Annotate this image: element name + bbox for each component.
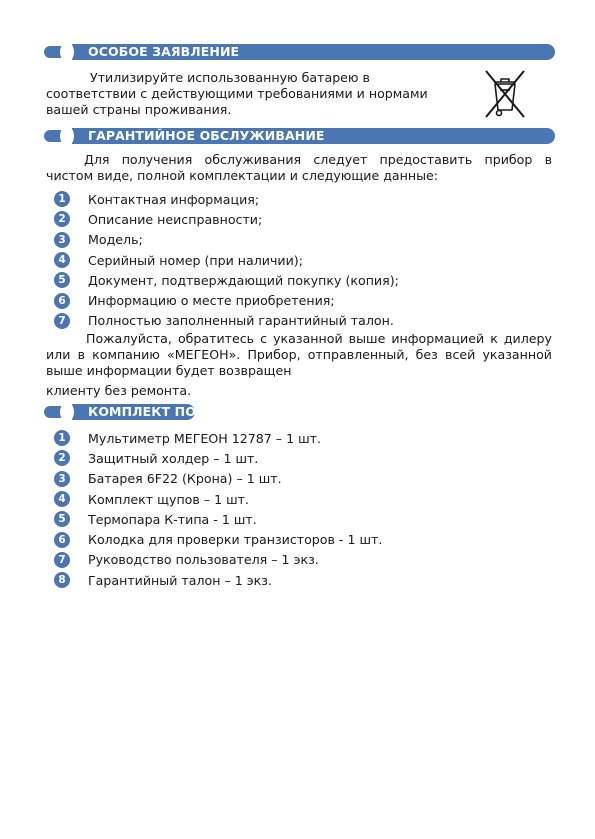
list-item-text: Полностью заполненный гарантийный талон.	[88, 313, 394, 329]
section-header-kit	[44, 404, 555, 420]
list-number: 5	[54, 511, 70, 527]
list-number: 2	[54, 450, 70, 466]
list-item	[54, 448, 382, 468]
warranty-outro: Пожалуйста, обратитесь с указанной выше информацией к дилеру или в компанию «МЕГЕОН». Прибор, отправленный, без всей указанной выше информации будет возвращен	[46, 331, 552, 378]
list-item	[54, 209, 399, 229]
special-line: соответствии с действующими требованиями и нормами	[46, 86, 428, 101]
special-statement-text	[46, 70, 476, 118]
list-item	[54, 189, 399, 209]
list-item	[54, 250, 399, 270]
list-number: 3	[54, 471, 70, 487]
list-number: 4	[54, 491, 70, 507]
list-number: 4	[54, 252, 70, 268]
list-item-text: Гарантийный талон – 1 экз.	[88, 572, 272, 588]
list-number: 2	[54, 211, 70, 227]
list-item-text: Модель;	[88, 232, 143, 248]
crossed-out-wheelie-bin-icon	[480, 66, 530, 122]
list-number: 7	[54, 552, 70, 568]
section-header-special	[44, 44, 555, 60]
warranty-intro: Для получения обслуживания следует предоставить прибор в чистом виде, полной комплектации и следующие данные:	[46, 152, 552, 183]
section-header-warranty	[44, 128, 555, 144]
list-item-text: Описание неисправности;	[88, 211, 263, 227]
list-number: 1	[54, 430, 70, 446]
list-item	[54, 570, 382, 590]
list-number: 3	[54, 232, 70, 248]
section-title: ОСОБОЕ ЗАЯВЛЕНИЕ	[88, 44, 240, 59]
list-number: 7	[54, 313, 70, 329]
list-number: 5	[54, 272, 70, 288]
list-number: 6	[54, 293, 70, 309]
list-item	[54, 489, 382, 509]
list-item	[54, 529, 382, 549]
list-item-text: Мультиметр МЕГЕОН 12787 – 1 шт.	[88, 430, 321, 446]
list-item-text: Серийный номер (при наличии);	[88, 252, 303, 268]
warranty-data-list	[54, 189, 399, 331]
list-item-text: Комплект щупов – 1 шт.	[88, 491, 249, 507]
warranty-outro-last: клиенту без ремонта.	[46, 383, 192, 398]
list-item	[54, 550, 382, 570]
list-number: 1	[54, 191, 70, 207]
section-title: КОМПЛЕКТ ПОСТАВКИ	[88, 404, 255, 419]
list-item-text: Контактная информация;	[88, 191, 260, 207]
list-item	[54, 290, 399, 310]
special-line: Утилизируйте использованную батарею в	[46, 70, 370, 85]
list-item-text: Информацию о месте приобретения;	[88, 293, 335, 309]
special-line: вашей страны проживания.	[46, 102, 232, 117]
section-title: ГАРАНТИЙНОЕ ОБСЛУЖИВАНИЕ	[88, 128, 325, 143]
list-item	[54, 311, 399, 331]
list-item-text: Документ, подтверждающий покупку (копия);	[88, 272, 399, 288]
list-number: 8	[54, 572, 70, 588]
list-item	[54, 428, 382, 448]
list-item	[54, 509, 382, 529]
kit-contents-list	[54, 428, 382, 590]
list-item	[54, 469, 382, 489]
list-item-text: Колодка для проверки транзисторов - 1 шт.	[88, 532, 383, 548]
list-number: 6	[54, 532, 70, 548]
list-item	[54, 270, 399, 290]
list-item-text: Руководство пользователя – 1 экз.	[88, 552, 319, 568]
list-item	[54, 230, 399, 250]
list-item-text: Защитный холдер – 1 шт.	[88, 450, 259, 466]
list-item-text: Батарея 6F22 (Крона) – 1 шт.	[88, 471, 282, 487]
list-item-text: Термопара К-типа - 1 шт.	[88, 511, 257, 527]
